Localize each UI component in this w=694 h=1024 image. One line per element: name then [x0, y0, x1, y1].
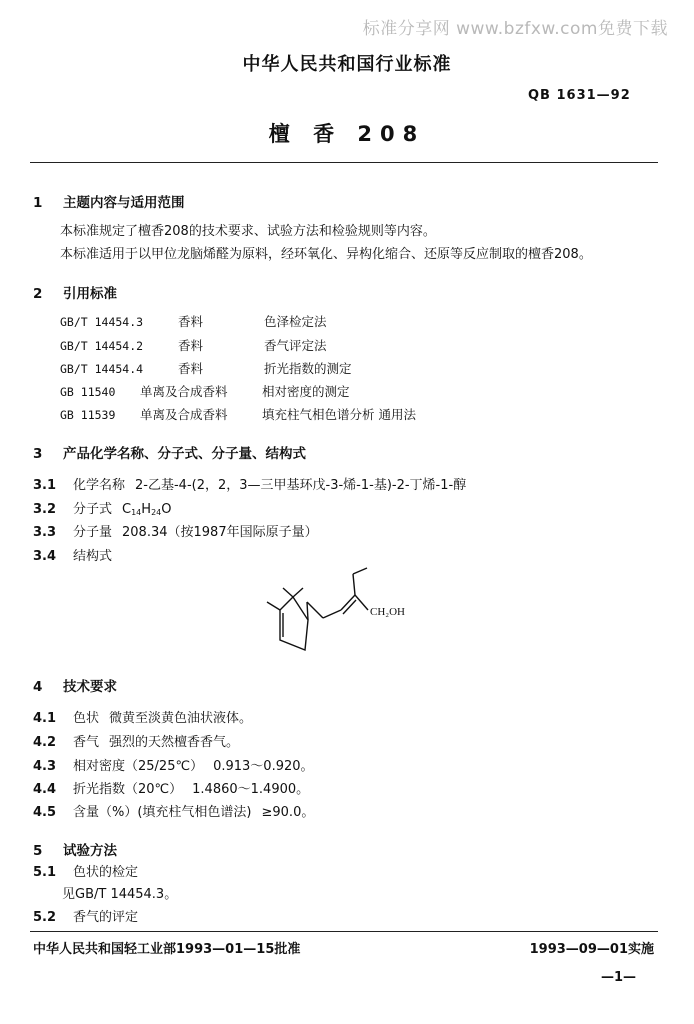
item-3-1: 3.1 化学名称 2-乙基-4-(2，2，3—三甲基环戊-3-烯-1-基)-2-丁烯-1-醇 — [33, 478, 467, 493]
reference-item: GB 11540 单离及合成香料 相对密度的测定 — [60, 384, 350, 399]
item-4-5: 4.5 含量（%）(填充柱气相色谱法) ≥90.0。 — [33, 805, 315, 820]
molecular-formula: C14H24O — [122, 502, 172, 517]
industry-standard-heading: 中华人民共和国行业标准 — [242, 54, 452, 75]
reference-item: GB/T 14454.4 香料 折光指数的测定 — [60, 361, 352, 376]
effective-date: 1993—09—01实施 — [529, 942, 654, 957]
section-5-heading: 5 试验方法 — [33, 843, 117, 859]
item-5-1-text: 见GB/T 14454.3。 — [62, 887, 178, 902]
item-5-1: 5.1 色状的检定 — [33, 865, 139, 880]
item-4-3: 4.3 相对密度（25/25℃） 0.913～0.920。 — [33, 759, 314, 774]
item-4-4: 4.4 折光指数（20℃） 1.4860～1.4900。 — [33, 782, 310, 797]
section-1-para-1: 本标准规定了檀香208的技术要求、试验方法和检验规则等内容。 — [60, 224, 436, 239]
standard-number: QB 1631—92 — [528, 88, 631, 103]
item-3-3: 3.3 分子量 208.34（按1987年国际原子量） — [33, 525, 318, 540]
document-title: 檀 香 208 — [268, 122, 426, 146]
header-divider — [30, 162, 658, 163]
watermark: 标准分享网 www.bzfxw.com免费下载 — [362, 19, 668, 39]
ch2oh-label: CH₂OH — [370, 606, 406, 618]
reference-item: GB/T 14454.2 香料 香气评定法 — [60, 338, 327, 353]
approval-line: 中华人民共和国轻工业部1993—01—15批准 — [33, 942, 301, 957]
section-4-heading: 4 技术要求 — [33, 679, 117, 695]
reference-item: GB 11539 单离及合成香料 填充柱气相色谱分析 通用法 — [60, 407, 416, 422]
structure-bonds — [267, 568, 368, 650]
item-3-4: 3.4 结构式 — [33, 549, 113, 564]
page-number: —1— — [600, 970, 636, 985]
footer-divider — [30, 931, 658, 932]
structural-formula — [255, 560, 445, 660]
reference-item: GB/T 14454.3 香料 色泽检定法 — [60, 314, 327, 329]
section-3-heading: 3 产品化学名称、分子式、分子量、结构式 — [33, 446, 306, 462]
item-5-2: 5.2 香气的评定 — [33, 910, 139, 925]
section-2-heading: 2 引用标准 — [33, 286, 117, 302]
section-1-para-2: 本标准适用于以甲位龙脑烯醛为原料，经环氧化、异构化缩合、还原等反应制取的檀香208。 — [60, 247, 592, 262]
section-1-heading: 1 主题内容与适用范围 — [33, 195, 185, 211]
item-4-2: 4.2 香气 强烈的天然檀香香气。 — [33, 735, 240, 750]
item-3-2: 3.2 分子式 C14H24O — [33, 502, 172, 517]
item-4-1: 4.1 色状 微黄至淡黄色油状液体。 — [33, 711, 253, 726]
